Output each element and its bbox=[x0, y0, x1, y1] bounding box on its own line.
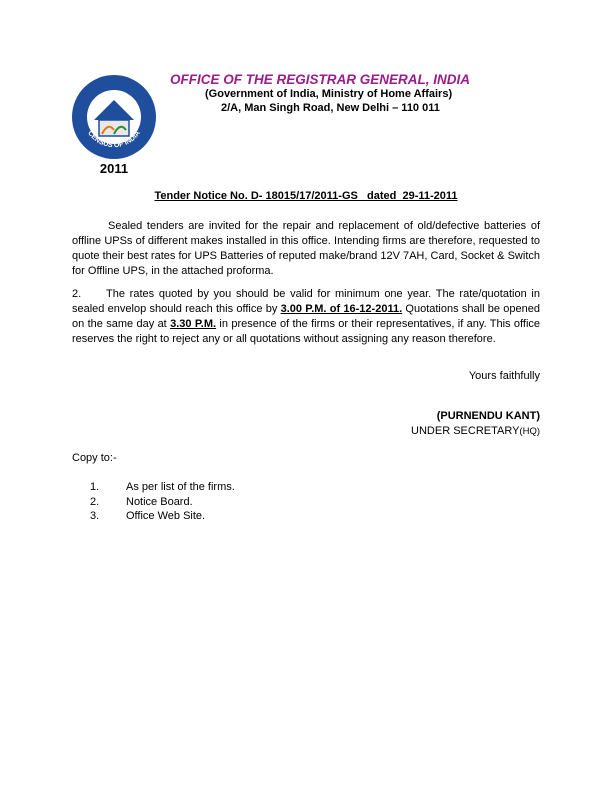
list-number: 3. bbox=[90, 510, 100, 522]
designation-title: UNDER SECRETARY bbox=[411, 425, 520, 437]
paragraph-2-number: 2. bbox=[72, 288, 82, 300]
paragraph-1-text: Sealed tenders are invited for the repair and replacement of old/defective batteries of offline UPSs of different makes installed in this office. Intending firms are therefore, requested to quote their best rates for UPS Batteries of reputed make/brand 12V 7AH, Card, Socket & Switch for Offline UPS, in the attached proforma. bbox=[72, 220, 540, 277]
designation-suffix: (HQ) bbox=[519, 426, 540, 437]
list-number: 1. bbox=[90, 481, 100, 493]
copy-to-label: Copy to:- bbox=[72, 452, 117, 464]
list-number: 2. bbox=[90, 495, 100, 508]
list-item bbox=[90, 509, 235, 524]
tender-notice-title: Tender Notice No. D- 18015/17/2011-GS dated 29-11-2011 bbox=[154, 190, 458, 202]
deadline: 3.00 P.M. of 16-12-2011. bbox=[280, 303, 403, 315]
designation bbox=[411, 425, 540, 437]
address-line: 2/A, Man Singh Road, New Delhi – 110 011 bbox=[221, 102, 440, 114]
logo-text: CENSUS OF INDIA bbox=[86, 129, 142, 150]
opening-time: 3.30 P.M. bbox=[170, 318, 217, 330]
list-text: As per list of the firms. bbox=[126, 481, 235, 493]
signatory-name: (PURNENDU KANT) bbox=[436, 410, 540, 422]
census-logo bbox=[66, 72, 162, 178]
list-text: Notice Board. bbox=[126, 495, 193, 508]
copy-list bbox=[90, 480, 235, 524]
list-item bbox=[90, 495, 235, 510]
paragraph-2-text-c: in presence of the firms or their representatives, if any. This office reserves the right to reject any or all quotations without assigning any reason therefore. bbox=[72, 318, 540, 345]
ministry-line: (Government of India, Ministry of Home Affairs) bbox=[205, 88, 453, 100]
office-title: OFFICE OF THE REGISTRAR GENERAL, INDIA bbox=[170, 72, 471, 87]
list-item bbox=[90, 480, 235, 495]
paragraph-2 bbox=[72, 287, 540, 347]
paragraph-2-text-a: The rates quoted by you should be valid for minimum one year. The rate/quotation in sealed envelop should reach this office by bbox=[72, 288, 540, 315]
logo-year: 2011 bbox=[99, 161, 129, 176]
paragraph-2-text-b: Quotations shall be opened on the same day at bbox=[72, 303, 540, 330]
closing: Yours faithfully bbox=[468, 370, 540, 382]
list-text: Office Web Site. bbox=[126, 510, 206, 522]
paragraph-1 bbox=[72, 219, 540, 279]
